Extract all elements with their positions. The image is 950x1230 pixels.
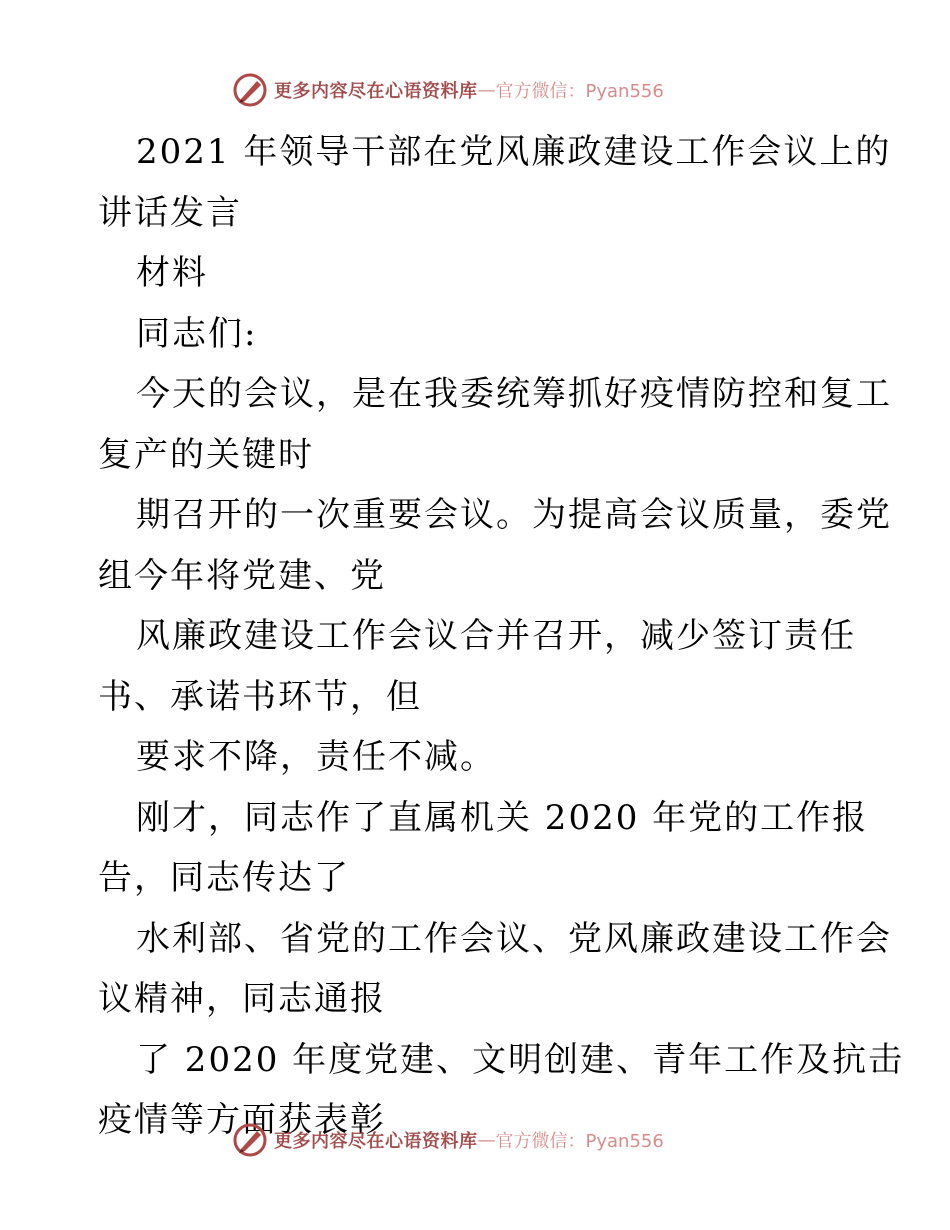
text-line: 刚才，同志作了直属机关 2020 年党的工作报 (136, 797, 869, 838)
banner-wechat: 官方微信：Pyan556 (495, 81, 664, 102)
text-line: 今天的会议，是在我委统筹抓好疫情防控和复工 (136, 374, 892, 414)
text-line: 同志们: (136, 313, 258, 354)
banner-title: 更多内容尽在心语资料库 (274, 81, 478, 102)
banner-title: 更多内容尽在心语资料库 (274, 1131, 478, 1152)
text-line: 要求不降，责任不减。 (136, 737, 496, 777)
text-line: 疫情等方面获表彰 (98, 1100, 386, 1140)
document-body (98, 122, 905, 1151)
text-line: 复产的关键时 (98, 434, 314, 475)
text-line: 讲话发言 (98, 192, 242, 233)
text-line: 组今年将党建、党 (98, 555, 386, 596)
text-line: 议精神，同志通报 (98, 979, 386, 1019)
text-line: 书、承诺书环节，但 (98, 676, 422, 717)
text-line: 告，同志传达了 (98, 858, 350, 898)
footer-banner (232, 1120, 664, 1160)
header-banner (232, 70, 664, 110)
text-line: 了 2020 年度党建、文明创建、青年工作及抗击 (136, 1039, 905, 1080)
pen-logo-icon (232, 72, 268, 108)
text-line: 风廉政建设工作会议合并召开，减少签订责任 (136, 616, 856, 656)
banner-wechat: 官方微信：Pyan556 (495, 1131, 664, 1152)
text-line: 期召开的一次重要会议。为提高会议质量，委党 (136, 495, 892, 535)
banner-separator: — (477, 79, 496, 101)
text-line: 水利部、省党的工作会议、党风廉政建设工作会 (136, 918, 892, 959)
text-line: 材料 (136, 253, 208, 293)
text-line: 2021 年领导干部在党风廉政建设工作会议上的 (136, 132, 892, 172)
banner-separator: — (477, 1129, 496, 1151)
pen-logo-icon (232, 1122, 268, 1158)
